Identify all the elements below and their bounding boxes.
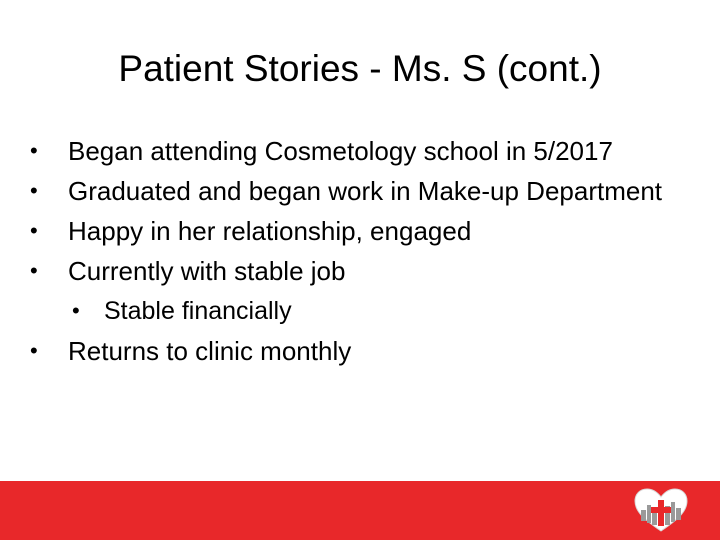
- bullet-item: [0, 211, 720, 251]
- bullet-text: Returns to clinic monthly: [68, 336, 352, 366]
- bullet-glyph: •: [30, 338, 38, 363]
- bullet-glyph: •: [30, 178, 38, 203]
- bullet-item: [0, 251, 720, 291]
- bullet-text: Happy in her relationship, engaged: [68, 216, 472, 246]
- bullet-glyph: •: [30, 138, 38, 163]
- bullet-glyph: •: [30, 218, 38, 243]
- bullet-item: [0, 171, 720, 211]
- bullet-text: Currently with stable job: [68, 256, 346, 286]
- slide-title: Patient Stories - Ms. S (cont.): [118, 48, 602, 89]
- footer-band: [0, 481, 720, 540]
- bullet-text: Stable financially: [104, 297, 292, 325]
- bullet-text: Began attending Cosmetology school in 5/2017: [68, 136, 613, 166]
- sub-bullet-item: [0, 291, 720, 331]
- bullet-glyph: •: [30, 258, 38, 283]
- bullet-text: Graduated and began work in Make-up Department: [68, 176, 663, 206]
- bullet-glyph: •: [72, 298, 80, 323]
- heart-cross-city-logo-icon: [631, 486, 691, 534]
- bullet-item: [0, 131, 720, 171]
- bullet-list: [0, 131, 720, 371]
- bullet-item: [0, 331, 720, 371]
